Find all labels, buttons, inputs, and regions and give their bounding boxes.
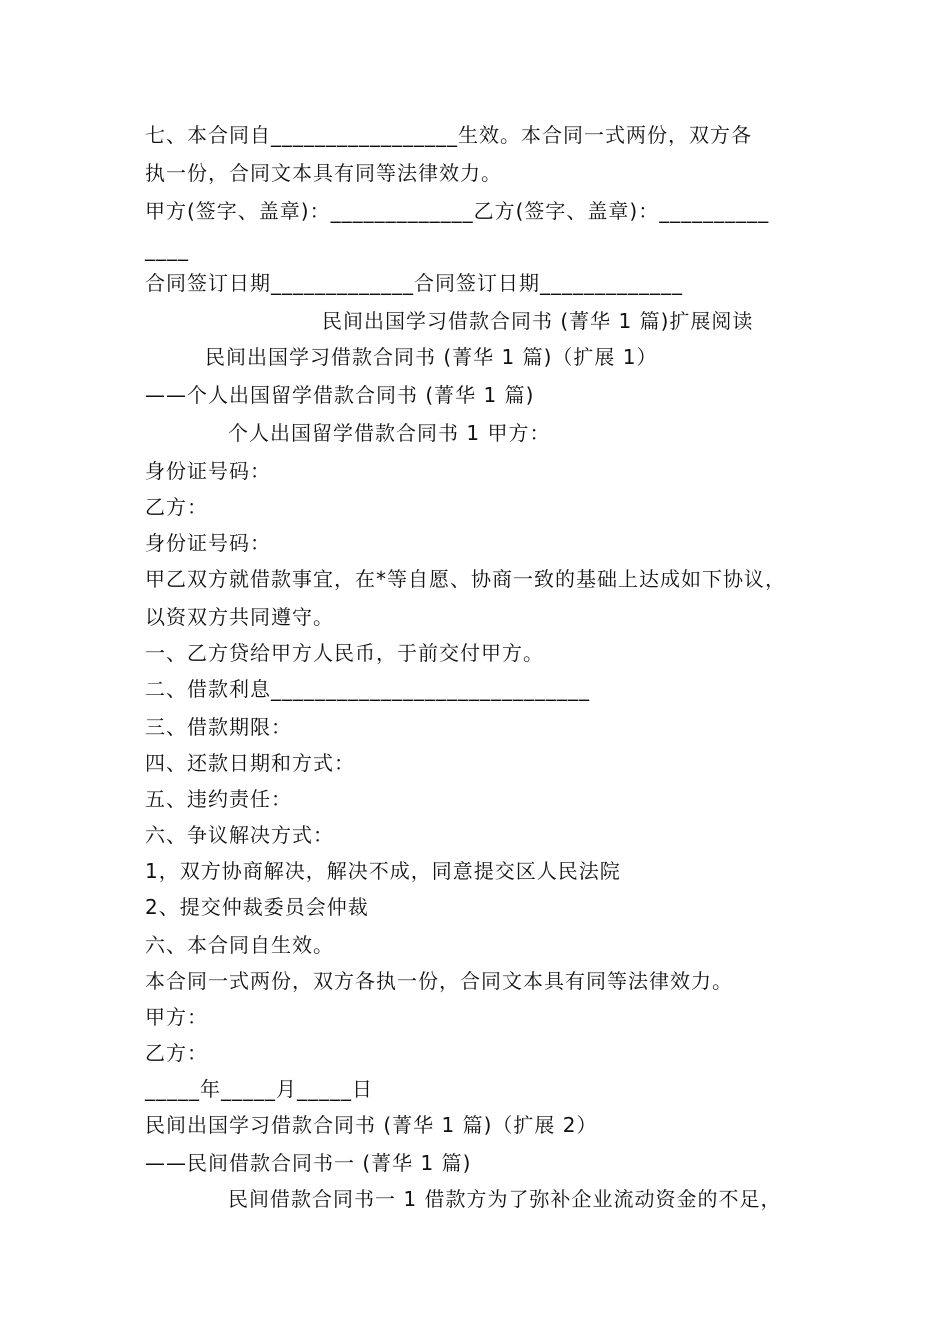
extension-2-subtitle: ——民间借款合同书一 (菁华 1 篇) <box>145 1151 472 1175</box>
agreement-intro: 甲乙双方就借款事宜，在*等自愿、协商一致的基础上达成如下协议， <box>145 567 786 591</box>
clause-6-dispute: 六、争议解决方式： <box>145 823 334 847</box>
clause-2-interest: 二、借款利息_____________________________ <box>145 677 590 701</box>
extension-1-subtitle: ——个人出国留学借款合同书 (菁华 1 篇) <box>145 383 535 407</box>
clause-7-effective: 七、本合同自_________________生效。本合同一式两份，双方各 <box>145 123 752 147</box>
date-line: _____年_____月_____日 <box>145 1077 373 1101</box>
clause-1-loan: 一、乙方贷给甲方人民币，于前交付甲方。 <box>145 641 544 665</box>
clause-6-effective: 六、本合同自生效。 <box>145 933 334 957</box>
party-a-signature: 甲方： <box>145 1005 208 1029</box>
dispute-option-2: 2、提交仲裁委员会仲裁 <box>145 895 369 919</box>
clause-7-continued: 执一份，合同文本具有同等法律效力。 <box>145 161 502 185</box>
signature-line: 甲方(签字、盖章)：_____________乙方(签字、盖章)：__________ <box>145 199 770 223</box>
signature-line-continued: ____ <box>145 237 189 261</box>
party-b-signature: 乙方： <box>145 1041 208 1065</box>
copies-clause: 本合同一式两份，双方各执一份，合同文本具有同等法律效力。 <box>145 969 733 993</box>
signing-date-line: 合同签订日期_____________合同签订日期_____________ <box>145 271 683 295</box>
extension-2-body: 民间借款合同书一 1 借款方为了弥补企业流动资金的不足， <box>228 1187 782 1211</box>
dispute-option-1: 1，双方协商解决，解决不成，同意提交区人民法院 <box>145 859 621 883</box>
agreement-intro-continued: 以资双方共同遵守。 <box>145 605 334 629</box>
clause-5-liability: 五、违约责任： <box>145 787 292 811</box>
party-a-id-number: 身份证号码： <box>145 459 271 483</box>
contract-title-party-a: 个人出国留学借款合同书 1 甲方： <box>228 421 551 445</box>
clause-3-term: 三、借款期限： <box>145 715 292 739</box>
extension-2-heading: 民间出国学习借款合同书 (菁华 1 篇)（扩展 2） <box>145 1113 598 1137</box>
extended-reading-heading: 民间出国学习借款合同书 (菁华 1 篇)扩展阅读 <box>322 309 754 333</box>
party-b-id-number: 身份证号码： <box>145 531 271 555</box>
extension-1-heading: 民间出国学习借款合同书 (菁华 1 篇)（扩展 1） <box>205 345 658 369</box>
clause-4-repayment: 四、还款日期和方式： <box>145 751 355 775</box>
party-b-label: 乙方： <box>145 495 208 519</box>
